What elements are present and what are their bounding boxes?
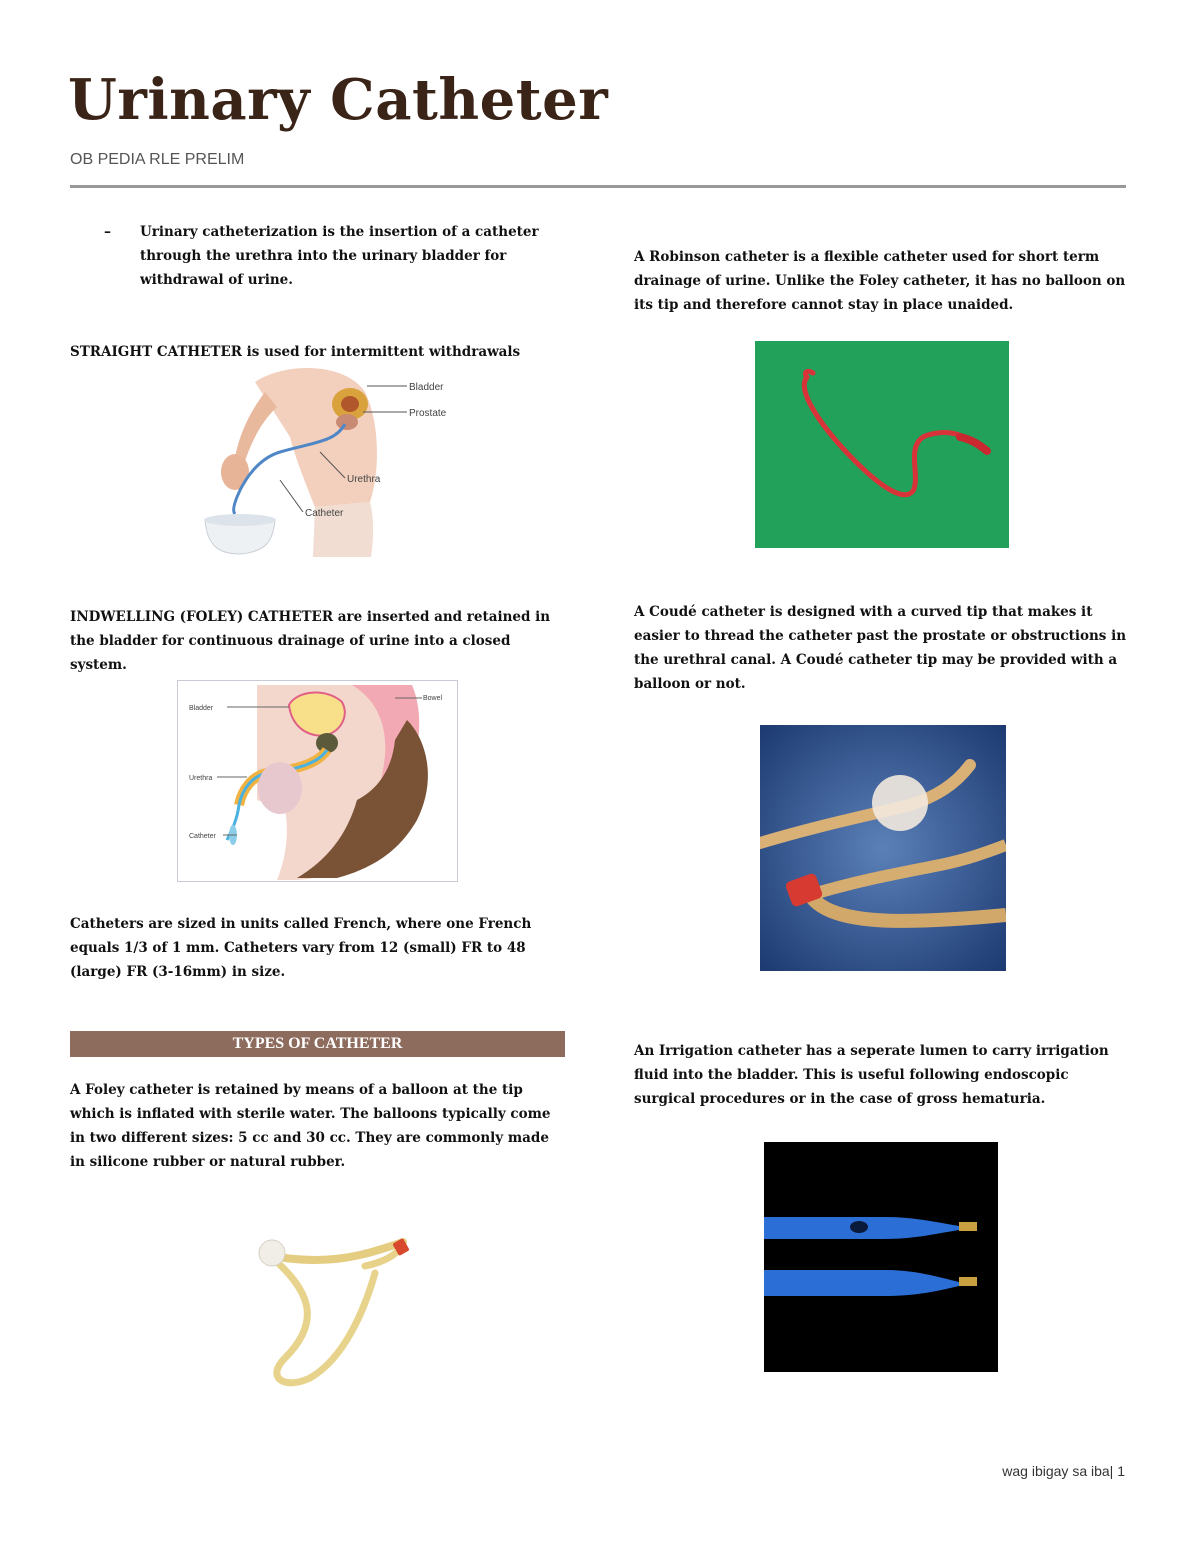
foley-catheter-photo <box>245 1218 420 1393</box>
label-urethra: Urethra <box>347 474 381 485</box>
coude-catheter-photo <box>760 725 1006 971</box>
foley-catheter-text: A Foley catheter is retained by means of a balloon at the tip which is inflated with sterile water. The balloons typically come in two different sizes: 5 cc and 30 cc. They are commonly made in silicone rubber or natural rubber. <box>70 1082 551 1170</box>
irrigation-catheter-photo <box>764 1142 998 1372</box>
robinson-catheter-photo <box>755 341 1009 548</box>
label-bladder: Bladder <box>409 382 444 393</box>
straight-catheter-text: STRAIGHT CATHETER is used for intermittent withdrawals <box>70 344 521 360</box>
page-title: Urinary Catheter <box>68 67 609 133</box>
label-bowel: Bowel <box>423 695 443 702</box>
straight-catheter-illustration <box>195 362 485 560</box>
indwelling-catheter-text: INDWELLING (FOLEY) CATHETER are inserted and retained in the bladder for continuous drainage of urine into a closed system. <box>70 609 551 673</box>
label-prostate: Prostate <box>409 408 447 419</box>
label-catheter: Catheter <box>305 508 344 519</box>
intro-paragraph: Urinary catheterization is the insertion of a catheter through the urethra into the urinary bladder for withdrawal of urine. <box>140 224 539 288</box>
page-footer: wag ibigay sa iba| 1 <box>1002 1463 1125 1479</box>
bullet-dash: – <box>104 224 111 240</box>
label-catheter-foley: Catheter <box>189 833 216 840</box>
label-urethra-foley: Urethra <box>189 775 213 782</box>
types-of-catheter-header: TYPES OF CATHETER <box>70 1031 565 1057</box>
coude-catheter-text: A Coudé catheter is designed with a curved tip that makes it easier to thread the catheter past the prostate or obstructions in the urethral canal. A Coudé catheter tip may be provided with a balloon or not. <box>634 604 1127 692</box>
robinson-catheter-text: A Robinson catheter is a flexible catheter used for short term drainage of urine. Unlike the Foley catheter, it has no balloon on its tip and therefore cannot stay in place unaided. <box>634 249 1126 313</box>
label-bladder-foley: Bladder <box>189 705 214 712</box>
catheter-sizes-text: Catheters are sized in units called French, where one French equals 1/3 of 1 mm. Catheters vary from 12 (small) FR to 48 (large) FR (3-16mm) in size. <box>70 916 532 980</box>
header-divider <box>70 185 1126 188</box>
page-subtitle: OB PEDIA RLE PRELIM <box>70 151 245 168</box>
irrigation-catheter-text: An Irrigation catheter has a seperate lumen to carry irrigation fluid into the bladder. This is useful following endoscopic surgical procedures or in the case of gross hematuria. <box>634 1043 1109 1107</box>
foley-catheter-illustration <box>177 680 458 882</box>
